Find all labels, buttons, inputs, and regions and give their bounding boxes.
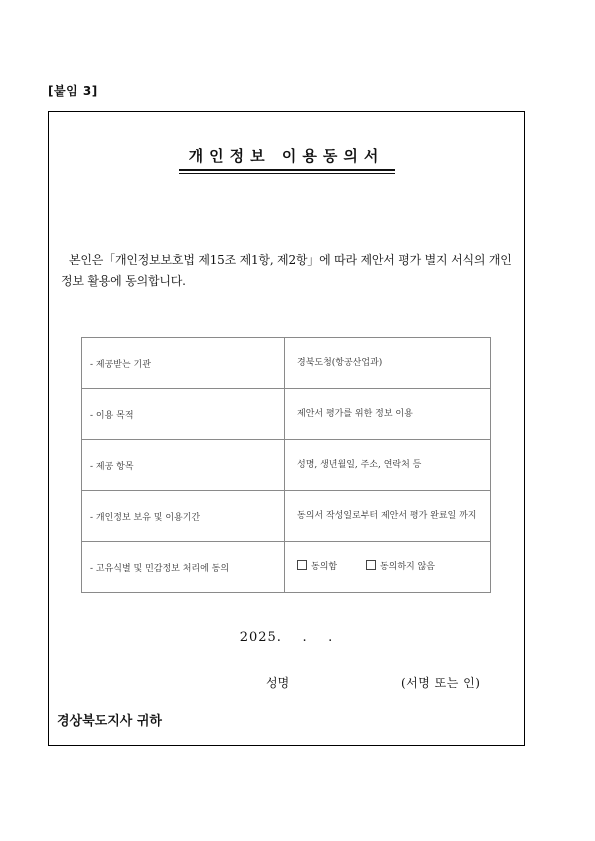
row-value-retention: 동의서 작성일로부터 제안서 평가 완료일 까지 — [285, 491, 491, 542]
consent-form-frame — [48, 111, 525, 746]
disagree-checkbox[interactable] — [366, 560, 376, 570]
table-row — [82, 491, 491, 542]
row-label-sensitive-info: - 고유식별 및 민감정보 처리에 동의 — [82, 542, 285, 593]
intro-paragraph: 본인은「개인정보보호법 제15조 제1항, 제2항」에 따라 제안서 평가 별지 서식의 개인정보 활용에 동의합니다. — [61, 253, 512, 288]
agree-label: 동의함 — [311, 562, 338, 572]
signature-note: (서명 또는 인) — [401, 676, 481, 690]
row-label-provider: - 제공받는 기관 — [82, 338, 285, 389]
title-underline-thin — [179, 173, 395, 174]
row-label-items: - 제공 항목 — [82, 440, 285, 491]
title-underline-thick — [179, 169, 395, 171]
row-value-purpose: 제안서 평가를 위한 정보 이용 — [285, 389, 491, 440]
row-value-provider: 경북도청(항공산업과) — [285, 338, 491, 389]
addressee: 경상북도지사 귀하 — [57, 714, 162, 729]
signature-name-label: 성명 — [266, 676, 290, 690]
form-title: 개인정보 이용동의서 — [188, 147, 385, 165]
table-row — [82, 389, 491, 440]
disagree-label: 동의하지 않음 — [379, 562, 435, 572]
date-line — [49, 630, 524, 645]
row-label-retention: - 개인정보 보유 및 이용기간 — [82, 491, 285, 542]
consent-disagree-option[interactable] — [366, 562, 435, 572]
row-value-consent-options — [285, 542, 491, 593]
row-value-items: 성명, 생년월일, 주소, 연락처 등 — [285, 440, 491, 491]
date-text: 2025. . . — [239, 630, 334, 645]
attachment-label: [붙임 3] — [48, 84, 98, 98]
agree-checkbox[interactable] — [297, 560, 307, 570]
consent-table — [81, 337, 491, 593]
table-row — [82, 542, 491, 593]
consent-agree-option[interactable] — [297, 562, 340, 572]
row-label-purpose: - 이용 목적 — [82, 389, 285, 440]
table-row — [82, 338, 491, 389]
table-row — [82, 440, 491, 491]
